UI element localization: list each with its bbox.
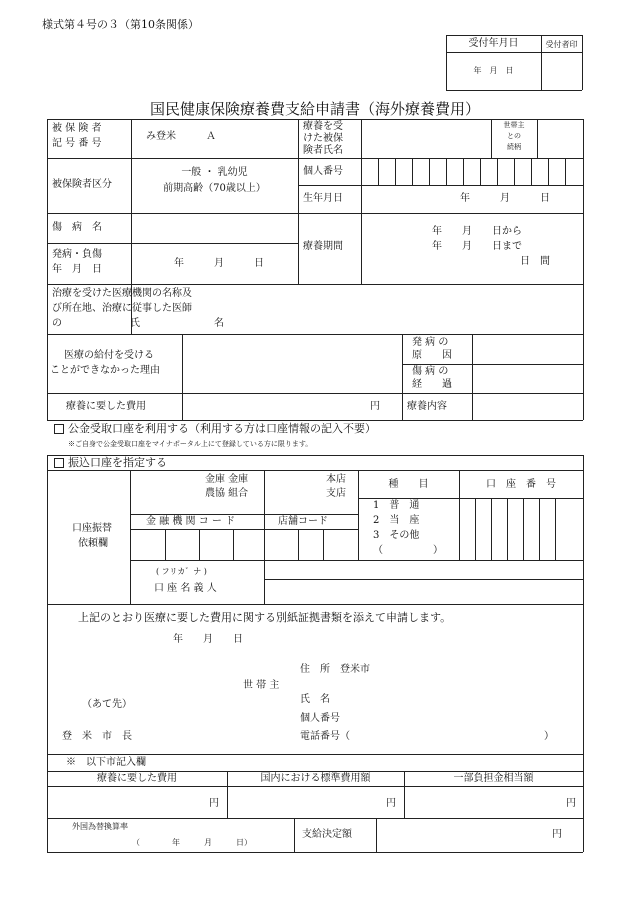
account-type-option-3[interactable]: 3 その他 [373,530,420,541]
progress-label-2: 経 過 [412,379,452,390]
birthdate-value[interactable]: 年 月 日 [460,193,550,204]
institution-label-1: 治療を受けた医療機関の名称及 [52,288,192,299]
decision-amount-label: 支給決定額 [302,829,352,840]
period-from[interactable]: 年 月 日から [432,226,522,237]
public-account-note: ※ご自身で公金受取口座をマイナポータル上にて登録している方に限ります。 [68,440,313,448]
copay-label: 一部負担金相当額 [453,773,534,784]
applicant-personal-number-label: 個人番号 [300,713,340,724]
institution-label-3a: の [52,318,62,329]
relation-label-2: との [507,132,521,140]
transfer-block-label-2: 依頼欄 [78,538,108,549]
phone-label: 電話番号（ [300,731,350,742]
page-title: 国民健康保険療養費支給申請書（海外療養費用） [149,100,480,118]
progress-label-1: 傷 病 の [412,366,449,377]
mayor-label: 登 米 市 長 [62,731,132,742]
receiver-seal-label: 受付者印 [545,40,578,49]
category-option-2[interactable]: 前期高齢（70歳以上） [163,183,266,194]
reason-label-1: 医療の給付を受ける [64,350,154,361]
branch-code-label: 店舗コード [278,516,328,527]
personal-number-label: 個人番号 [303,166,343,177]
kana-label: ( フリカ゛ナ ) [156,567,207,576]
declaration-date[interactable]: 年 月 日 [173,634,243,645]
kana-field[interactable] [265,561,582,578]
institution-field[interactable] [232,285,582,333]
received-date-label: 受付年月日 [468,38,519,49]
onset-label-2: 年 月 日 [52,264,102,275]
account-type-other-field[interactable]: （ ） [373,545,443,556]
account-holder-label: 口 座 名 義 人 [154,583,217,594]
form-number: 様式第４号の３（第10条関係） [42,18,199,31]
reason-label-2: ことができなかった理由 [50,365,160,376]
category-label: 被保険者区分 [52,179,112,190]
account-type-label: 種 目 [388,479,429,490]
relation-label-1: 世帯主 [503,121,525,129]
content-label: 療養内容 [407,401,447,412]
received-date-value: 年 月 日 [473,66,514,75]
city-use-heading: ※ 以下市記入欄 [66,757,146,768]
birthdate-label: 生年月日 [303,193,343,204]
onset-label-1: 発病・負傷 [52,249,102,260]
standard-cost-label: 国内における標準費用額 [260,773,371,784]
institution-label-2: び所在地、治療に従事した医師 [52,303,192,314]
category-option-1[interactable]: 一般 ・ 乳幼児 [181,167,248,178]
insured-symbol-label-2: 記 号 番 号 [52,138,102,149]
copay-unit: 円 [566,798,576,809]
illness-name-field[interactable] [132,214,297,242]
period-to[interactable]: 年 月 日まで [432,241,522,252]
content-field[interactable] [473,394,582,419]
household-head-label: 世 帯 主 [243,680,280,691]
transfer-block-label-1: 口座振替 [72,523,112,534]
cost-field[interactable] [183,394,363,419]
illness-name-label: 傷 病 名 [52,222,102,233]
phone-close: ） [544,731,554,742]
insured-symbol-value[interactable]: み登米 Ａ [146,131,216,142]
treatment-period-label: 療養期間 [303,241,343,252]
account-holder-field[interactable] [265,580,582,603]
decision-amount-unit: 円 [552,829,562,840]
account-type-option-2[interactable]: 2 当 座 [373,515,420,526]
account-number-label: 口 座 番 号 [486,479,556,490]
transfer-account-label: 振込口座を指定する [68,456,167,469]
declaration-statement: 上記のとおり医療に要した費用に関する別紙証拠書類を添えて申請します。 [78,611,452,624]
address-label: 住 所 登米市 [300,664,370,675]
institution-label-3b: 氏 [130,318,140,329]
cause-label-1: 発 病 の [412,337,449,348]
relation-label-3: 続柄 [507,143,521,151]
insured-symbol-label-1: 被 保 険 者 [52,123,102,134]
period-days[interactable]: 日 間 [520,256,550,267]
bank-type-1[interactable]: 金庫 金庫 [205,474,249,485]
city-cost-unit: 円 [209,798,219,809]
reason-field[interactable] [183,335,401,392]
institution-label-3c: 名 [214,318,224,329]
bank-type-2[interactable]: 農協 組合 [205,488,249,499]
cause-label-2: 原 因 [412,350,452,361]
relation-field[interactable] [538,120,582,157]
cost-label: 療養に要した費用 [66,401,146,412]
patient-name-field[interactable] [362,120,490,157]
onset-date-value[interactable]: 年 月 日 [174,258,264,269]
applicant-name-label: 氏 名 [300,694,330,705]
patient-name-label-3: 険者氏名 [303,145,343,156]
patient-name-label-1: 療養を受 [303,121,343,132]
cost-unit: 円 [370,401,380,412]
public-account-label: 公金受取口座を利用する（利用する方は口座情報の記入不要） [68,422,376,435]
branch-type-1[interactable]: 本店 [326,474,346,485]
exchange-rate-label: 外国為替換算率 [72,822,128,831]
addressee-label: （あて先） [82,699,132,710]
account-type-option-1[interactable]: 1 普 通 [373,500,420,511]
branch-type-2[interactable]: 支店 [326,488,346,499]
patient-name-label-2: けた被保 [303,133,343,144]
transfer-account-checkbox[interactable] [54,458,64,468]
city-cost-label: 療養に要した費用 [97,773,177,784]
exchange-rate-date[interactable]: （ 年 月 日） [132,838,252,847]
bank-code-label: 金 融 機 関 コ ー ド [146,516,236,527]
public-account-checkbox[interactable] [54,424,64,434]
standard-cost-unit: 円 [386,798,396,809]
